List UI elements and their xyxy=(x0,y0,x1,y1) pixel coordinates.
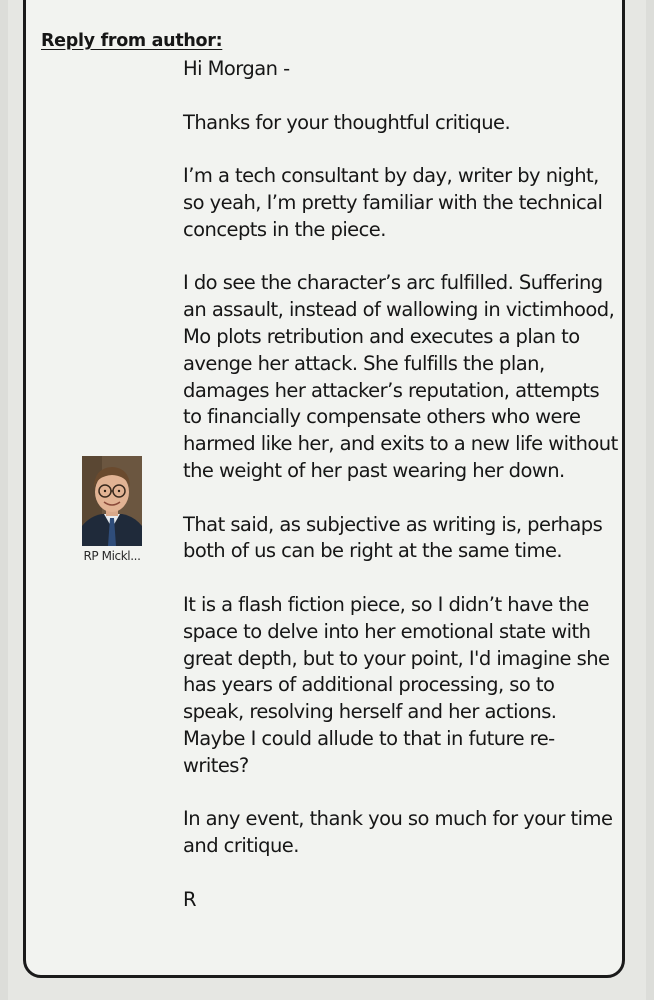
reply-paragraph: Thanks for your thoughtful critique. xyxy=(183,110,511,134)
reply-paragraph: I’m a tech consultant by day, writer by night, so yeah, I’m pretty familiar with the technical concepts in the piece. xyxy=(183,164,603,241)
reply-heading: Reply from author: xyxy=(41,31,223,51)
reply-message xyxy=(183,56,619,914)
page-edge-left xyxy=(0,0,8,1000)
page-edge-right xyxy=(646,0,654,1000)
author-avatar[interactable] xyxy=(82,456,142,546)
reply-paragraph: Hi Morgan - xyxy=(183,57,290,80)
reply-paragraph: It is a flash fiction piece, so I didn’t have the space to delve into her emotional state with great depth, but to your point, I'd imagine she has years of additional processing, so to speak, resolving herself and her actions. Maybe I could allude to that in future re-writes? xyxy=(183,592,610,777)
reply-paragraph: I do see the character’s arc fulfilled. Suffering an assault, instead of wallowing in victimhood, Mo plots retribution and executes a plan to avenge her attack. She fulfills the plan, damages her attacker’s reputation, attempts to financially compensate others who were harmed like her, and exits to a new life without the weight of her past wearing her down. xyxy=(183,271,618,482)
author-name[interactable]: RP Mickl... xyxy=(83,549,141,563)
reply-paragraph: In any event, thank you so much for your time and critique. xyxy=(183,807,613,858)
reply-signature: R xyxy=(183,887,196,911)
reply-paragraph: That said, as subjective as writing is, perhaps both of us can be right at the same time. xyxy=(183,512,603,563)
